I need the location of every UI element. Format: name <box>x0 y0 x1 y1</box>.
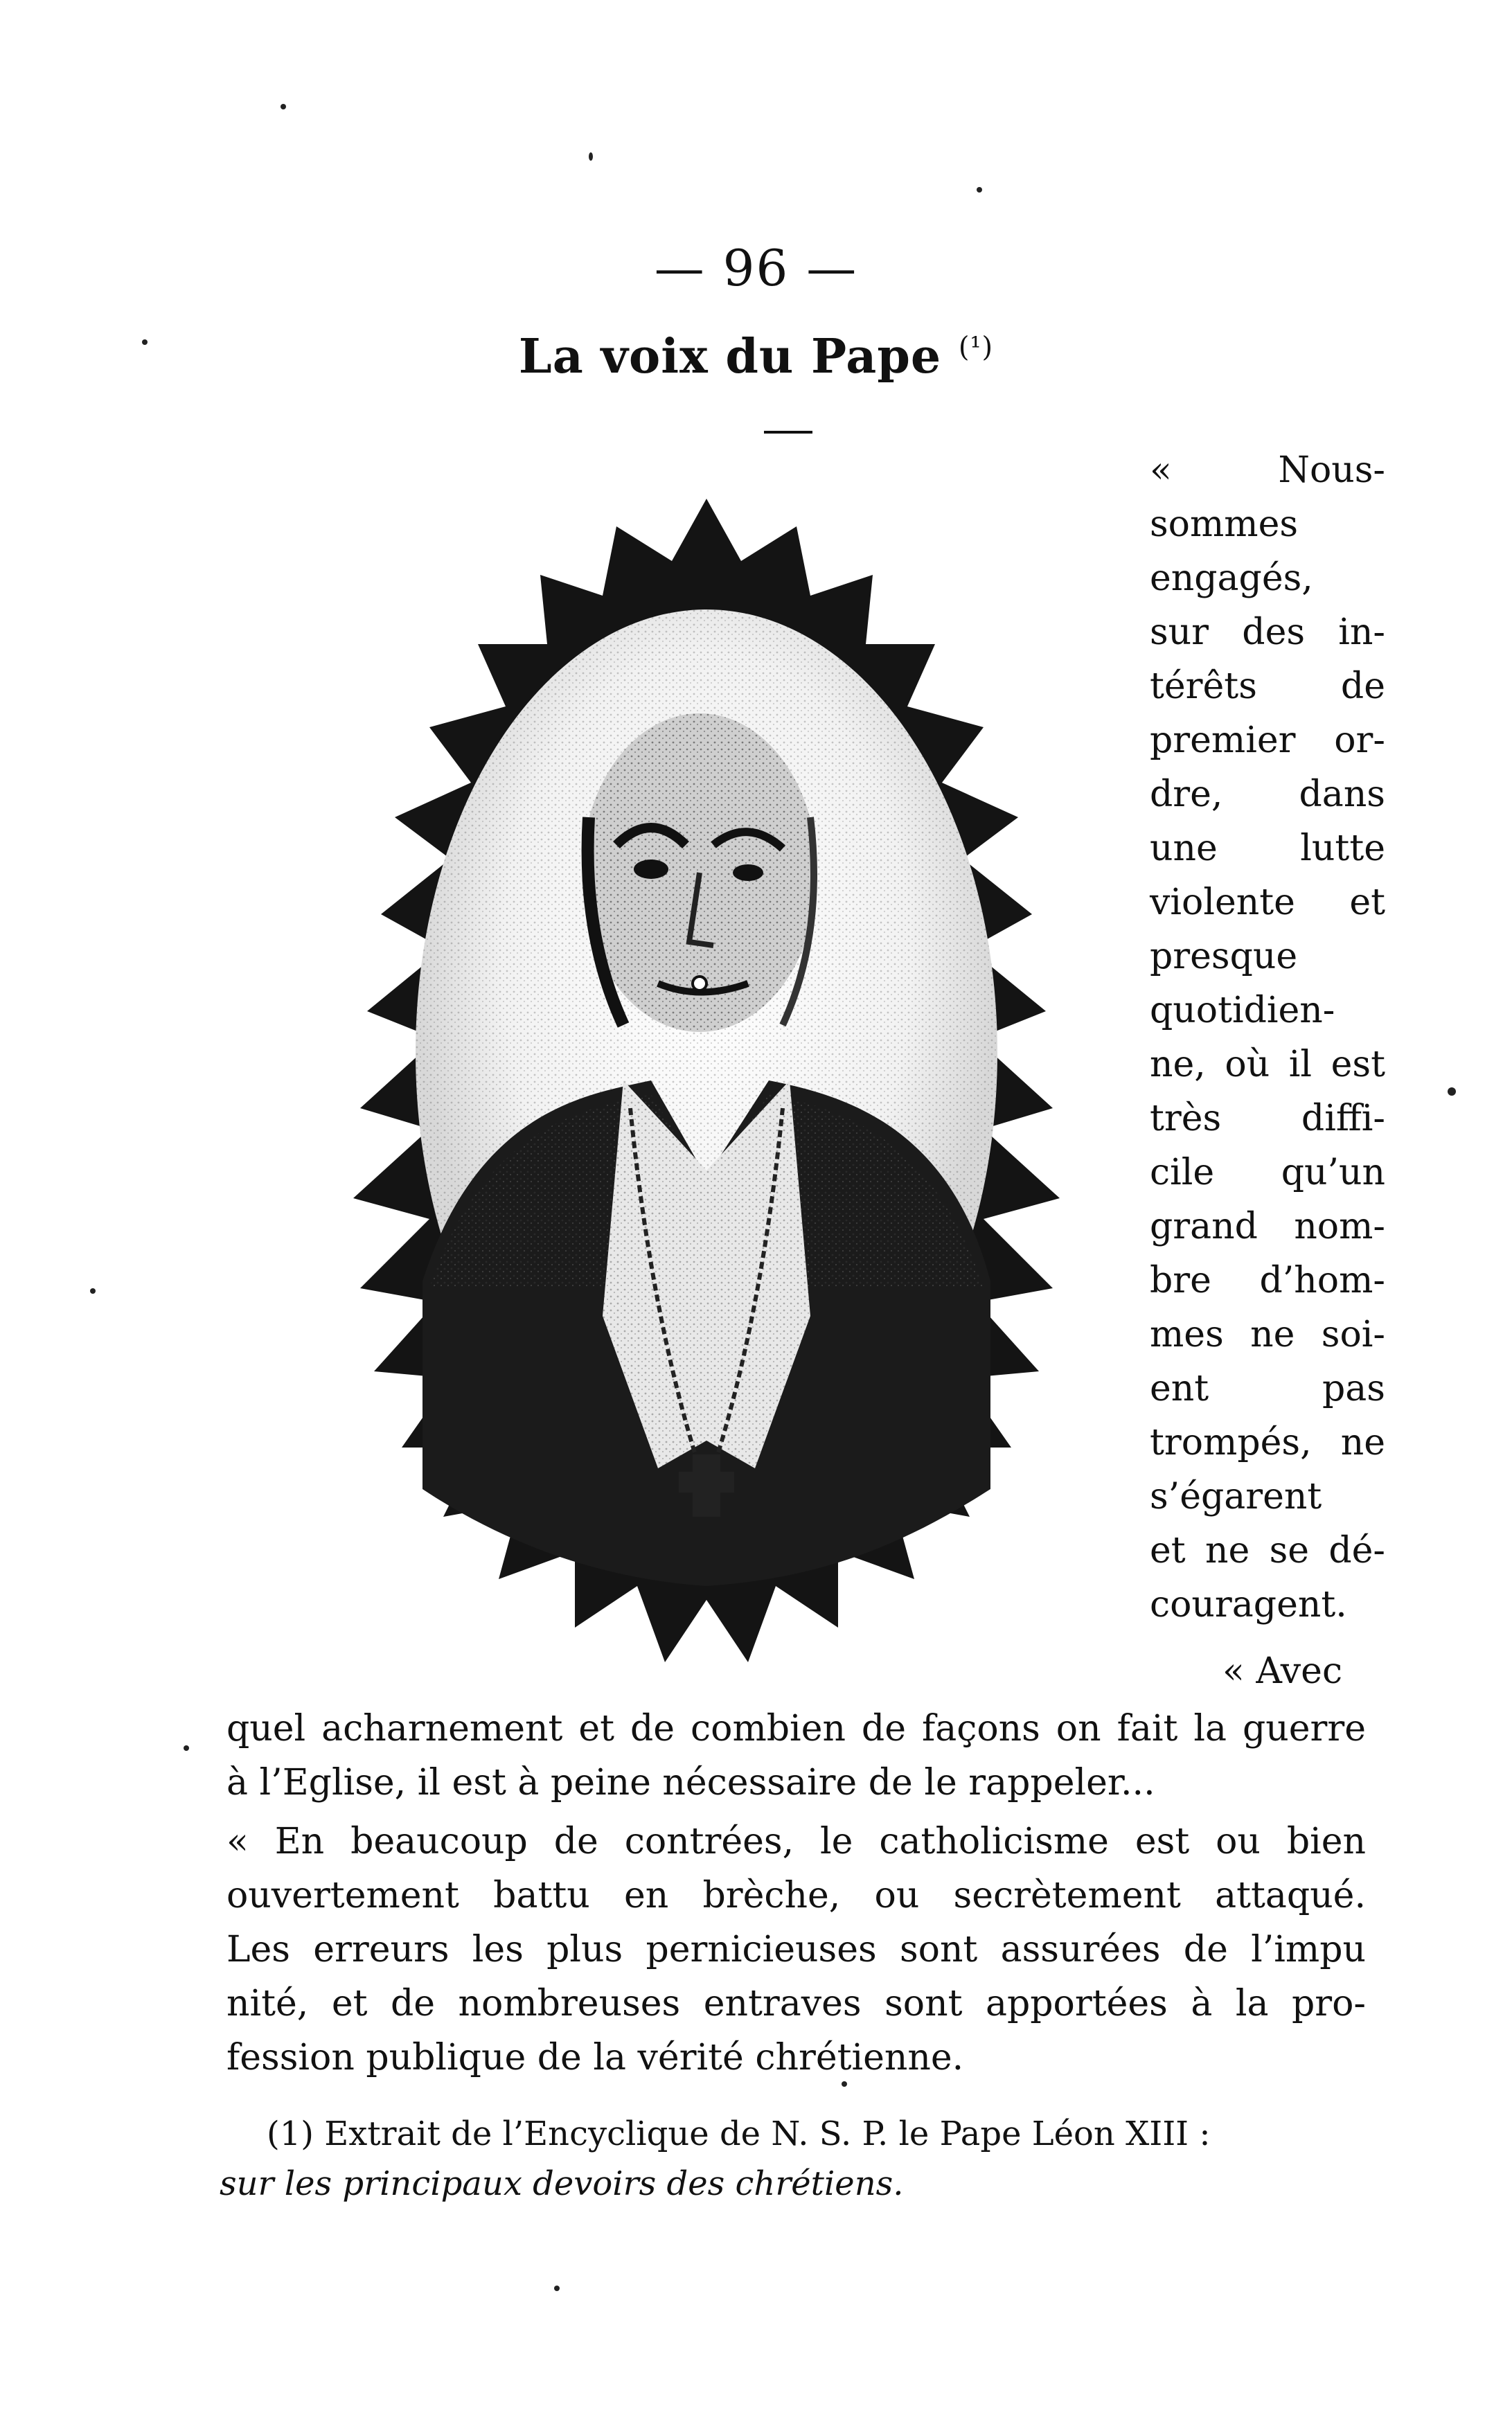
paragraph-1 <box>226 1702 1366 1810</box>
scan-speck <box>90 1288 96 1294</box>
footnote-marker: (¹) <box>958 331 994 364</box>
paragraph-line: fession publique de la vérité chrétienne. <box>226 2037 964 2078</box>
side-line: mes ne soi- <box>1150 1314 1385 1355</box>
paragraph-line: ouvertement battu en brèche, ou secrètement attaqué. <box>226 1875 1366 1916</box>
scan-speck <box>1448 1087 1456 1096</box>
pope-portrait <box>326 485 1087 1711</box>
scan-speck <box>184 1745 189 1751</box>
paragraph-line: nité, et de nombreuses entraves sont apportées à la pro- <box>226 1983 1366 2024</box>
side-line: dre, dans <box>1150 774 1385 815</box>
scan-speck <box>281 104 286 109</box>
side-line: cile qu’un <box>1150 1152 1385 1193</box>
title-divider <box>764 431 812 434</box>
scan-speck <box>842 2081 847 2087</box>
side-line: premier or- <box>1150 720 1385 761</box>
paragraph-line: Les erreurs les plus pernicieuses sont assurées de l’impu <box>226 1929 1366 1970</box>
side-line: trompés, ne <box>1150 1422 1385 1463</box>
scan-speck <box>142 339 148 345</box>
side-line: s’égarent <box>1150 1476 1322 1517</box>
side-line: couragent. <box>1150 1584 1347 1626</box>
footnote <box>220 2109 1375 2209</box>
scan-speck <box>977 187 982 193</box>
side-line: et ne se dé- <box>1150 1530 1385 1571</box>
side-line: ent pas <box>1150 1368 1385 1409</box>
paragraph-opening: « Avec <box>1222 1650 1343 1692</box>
scan-speck <box>589 152 593 161</box>
side-line: sur des in- <box>1150 612 1385 653</box>
side-line: presque <box>1150 936 1298 977</box>
side-line: très diffi- <box>1150 1098 1385 1139</box>
chapter-title <box>0 329 1512 384</box>
paragraph-line: à l’Eglise, il est à peine nécessaire de le rappeler... <box>226 1762 1155 1804</box>
footnote-line: (1) Extrait de l’Encyclique de N. S. P. le Pape Léon XIII : <box>267 2114 1211 2153</box>
chapter-title-text: La voix du Pape <box>518 329 942 384</box>
paragraph-line: quel acharnement et de combien de façons on fait la guerre <box>226 1708 1366 1749</box>
scan-speck <box>554 2286 560 2291</box>
side-line: sommes <box>1150 504 1299 545</box>
side-line: grand nom- <box>1150 1206 1385 1247</box>
side-line: bre d’hom- <box>1150 1260 1385 1301</box>
paragraph-line: « En beaucoup de contrées, le catholicisme est ou bien <box>226 1821 1366 1862</box>
side-line: « Nous- <box>1150 449 1385 491</box>
footnote-line-italic: sur les principaux devoirs des chrétiens. <box>220 2164 904 2203</box>
side-column-text <box>1150 443 1385 1632</box>
side-line: une lutte <box>1150 828 1385 869</box>
side-line: violente et <box>1150 882 1385 923</box>
paragraph-2 <box>226 1815 1366 2085</box>
side-line: quotidien- <box>1150 990 1335 1031</box>
side-line: térêts de <box>1150 666 1385 707</box>
side-line: engagés, <box>1150 558 1313 599</box>
page-number: — 96 — <box>654 239 858 297</box>
side-line: ne, où il est <box>1150 1044 1385 1085</box>
